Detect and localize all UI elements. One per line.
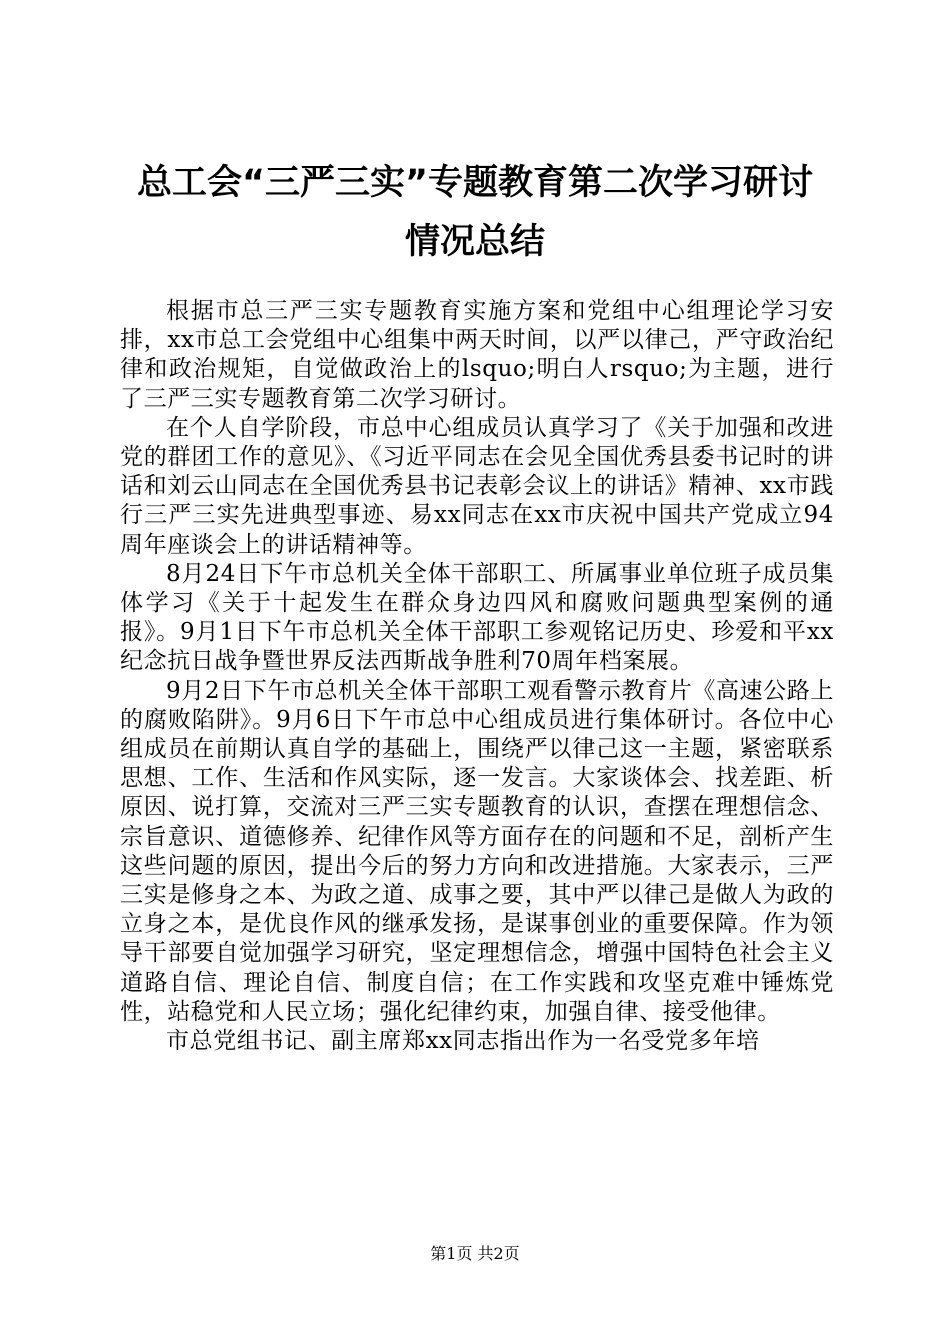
document-body (120, 297, 834, 1056)
paragraph-3: 8月24日下午市总机关全体干部职工、所属事业单位班子成员集体学习《关于十起发生在群众身边四风和腐败问题典型案例的通报》。9月1日下午市总机关全体干部职工参观铭记历史、珍爱和平xx纪念抗日战争暨世界反法西斯战争胜利70周年档案展。 (120, 560, 834, 675)
document-title-line-2: 情况总结 (404, 222, 545, 262)
document-title-line-1: 总工会“三严三实”专题教育第二次学习研讨 (136, 163, 813, 203)
page-footer: 第1页 共2页 (430, 1244, 520, 1263)
paragraph-2: 在个人自学阶段，市总中心组成员认真学习了《关于加强和改进党的群团工作的意见》、《习近平同志在会见全国优秀县委书记时的讲话和刘云山同志在全国优秀县书记表彰会议上的讲话》精神、xx市践行三严三实先进典型事迹、易xx同志在xx市庆祝中国共产党成立94周年座谈会上的讲话精神等。 (120, 414, 834, 558)
paragraph-4: 9月2日下午市总机关全体干部职工观看警示教育片《高速公路上的腐败陷阱》。9月6日下午市总中心组成员进行集体研讨。各位中心组成员在前期认真自学的基础上，围绕严以律己这一主题，紧密联系思想、工作、生活和作风实际，逐一发言。大家谈体会、找差距、析原因、说打算，交流对三严三实专题教育的认识，查摆在理想信念、宗旨意识、道德修养、纪律作风等方面存在的问题和不足，剖析产生这些问题的原因，提出今后的努力方向和改进措施。大家表示，三严三实是修身之本、为政之道、成事之要，其中严以律己是做人为政的立身之本，是优良作风的继承发扬，是谋事创业的重要保障。作为领导干部要自觉加强学习研究，坚定理想信念，增强中国特色社会主义道路自信、理论自信、制度自信；在工作实践和攻坚克难中锤炼党性，站稳党和人民立场；强化纪律约束，加强自律、接受他律。 (120, 677, 834, 1025)
paragraph-1: 根据市总三严三实专题教育实施方案和党组中心组理论学习安排，xx市总工会党组中心组集中两天时间，以严以律己，严守政治纪律和政治规矩，自觉做政治上的lsquo;明白人rsquo;为主题，进行了三严三实专题教育第二次学习研讨。 (120, 298, 834, 412)
paragraph-5: 市总党组书记、副主席郑xx同志指出作为一名受党多年培 (166, 1028, 760, 1055)
